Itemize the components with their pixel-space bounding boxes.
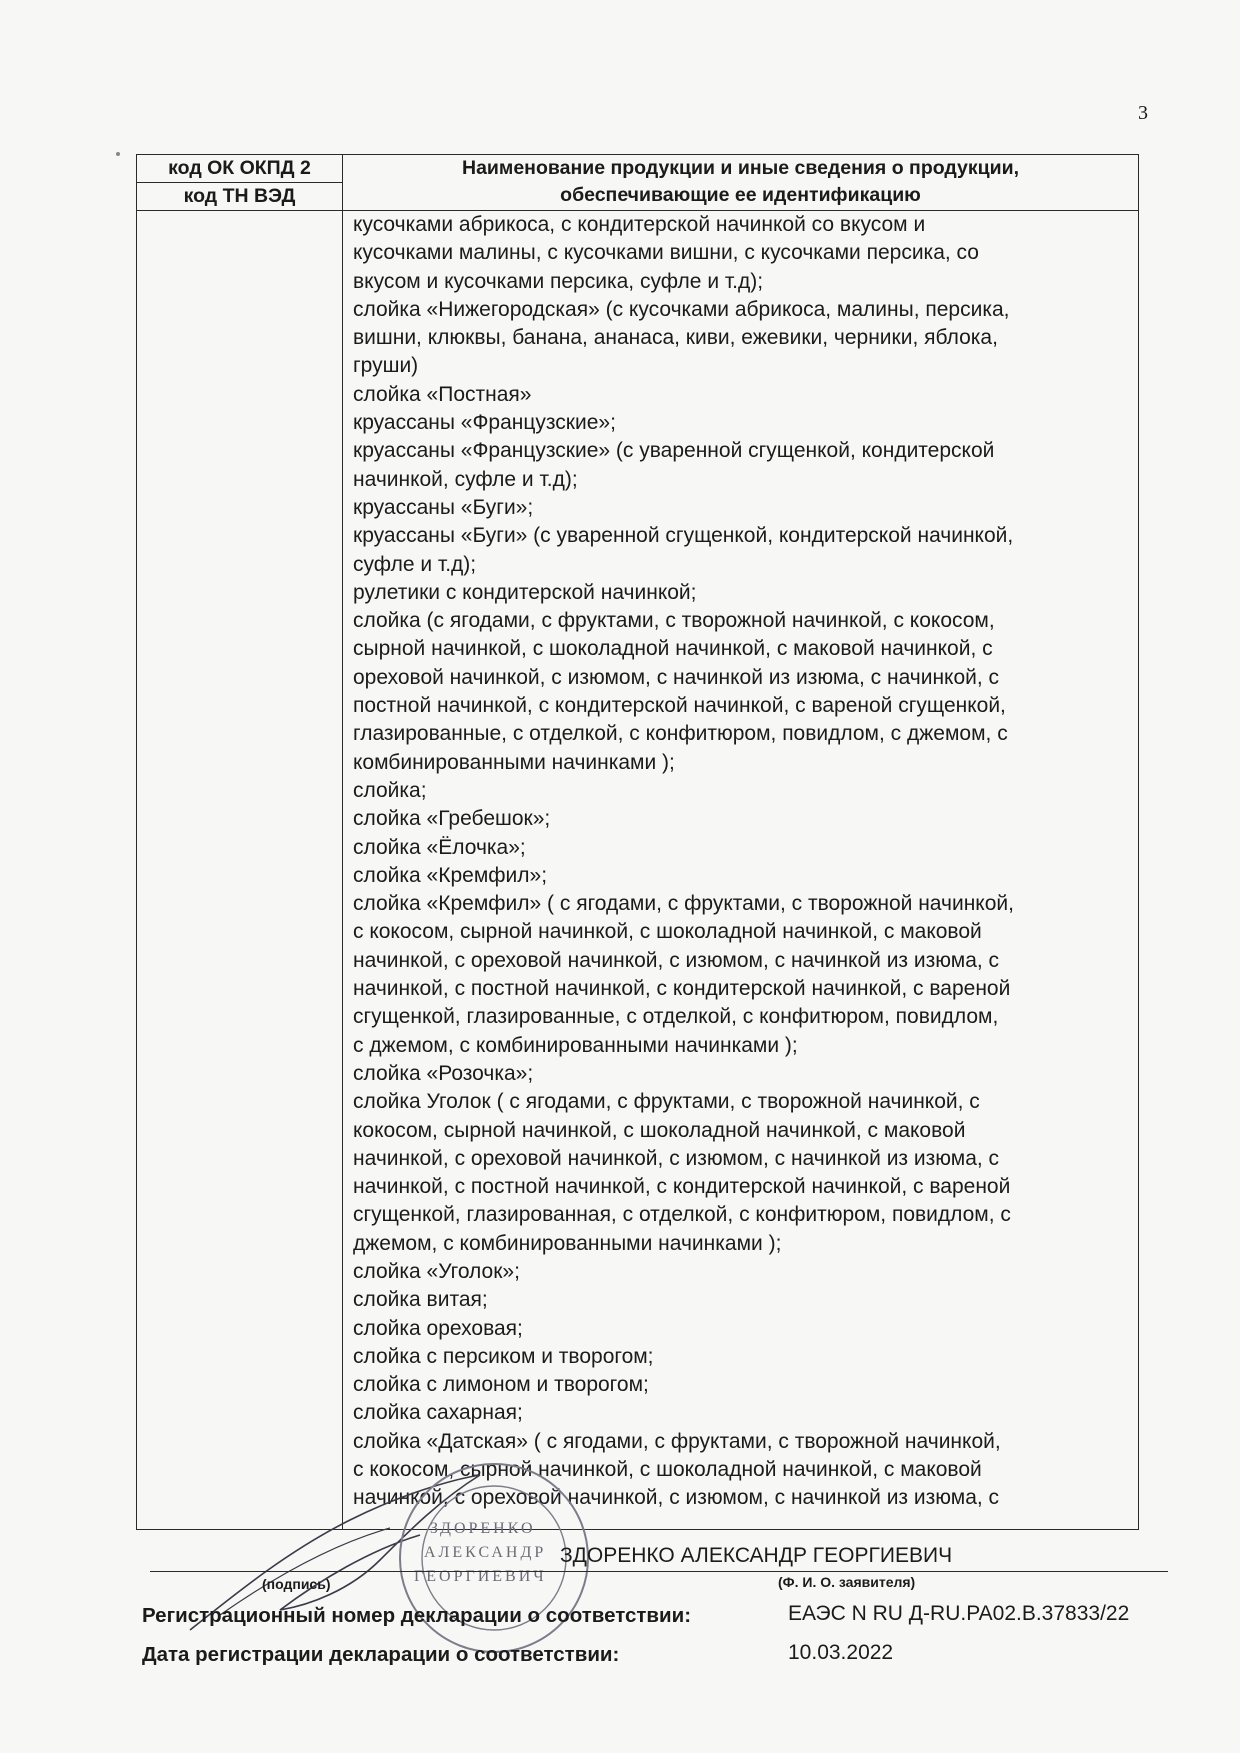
- header-product-name-line2: обеспечивающие ее идентификацию: [560, 184, 921, 206]
- description-line: слойка «Уголок»;: [353, 1259, 520, 1283]
- description-line: слойка «Розочка»;: [353, 1061, 534, 1085]
- description-line: слойка сахарная;: [353, 1401, 523, 1425]
- description-line: круассаны «Буги»;: [353, 495, 534, 519]
- description-line: вкусом и кусочками персика, суфле и т.д);: [353, 269, 764, 293]
- registration-date-label: Дата регистрации декларации о соответствии:: [142, 1643, 620, 1666]
- registration-number-value: ЕАЭС N RU Д-RU.PA02.B.37833/22: [788, 1602, 1130, 1625]
- description-line: кусочками абрикоса, с кондитерской начинкой со вкусом и: [353, 213, 926, 236]
- description-line: вишни, клюквы, банана, ананаса, киви, ежевики, черники, яблока,: [353, 326, 998, 350]
- description-line: суфле и т.д);: [353, 552, 477, 576]
- description-line: круассаны «Французские»;: [353, 411, 616, 435]
- header-tnved-code: код ТН ВЭД: [137, 183, 343, 211]
- description-line: слойка «Ёлочка»;: [353, 835, 526, 859]
- description-line: сырной начинкой, с шоколадной начинкой, с маковой начинкой, с: [353, 637, 993, 661]
- stamp-text-name: АЛЕКСАНДР: [424, 1544, 547, 1561]
- description-line: ореховой начинкой, с изюмом, с начинкой из изюма, с начинкой, с: [353, 665, 1000, 689]
- description-line: слойка ореховая;: [353, 1316, 523, 1340]
- description-line: сгущенкой, глазированная, с отделкой, с конфитюром, повидлом, с: [353, 1203, 1011, 1227]
- product-description: [343, 211, 1138, 1529]
- description-line: слойка «Гребешок»;: [353, 807, 551, 831]
- description-line: слойка «Кремфил»;: [353, 863, 548, 887]
- description-line: слойка витая;: [353, 1288, 488, 1312]
- description-line: слойка Уголок ( с ягодами, с фруктами, с творожной начинкой, с: [353, 1090, 980, 1114]
- description-line: рулетики с кондитерской начинкой;: [353, 580, 697, 604]
- description-line: начинкой, с ореховой начинкой, с изюмом, с начинкой из изюма, с: [353, 948, 1000, 972]
- description-line: кусочками малины, с кусочками вишни, с кусочками персика, со: [353, 241, 979, 265]
- description-line: круассаны «Буги» (с уваренной сгущенкой, кондитерской начинкой,: [353, 524, 1014, 548]
- registration-date-value: 10.03.2022: [788, 1641, 894, 1664]
- description-line: начинкой, суфле и т.д);: [353, 467, 578, 491]
- description-line: слойка;: [353, 778, 427, 802]
- registration-number-label: Регистрационный номер декларации о соответствии:: [142, 1604, 692, 1627]
- fio-label: (Ф. И. О. заявителя): [778, 1574, 916, 1590]
- description-line: начинкой, с постной начинкой, с кондитерской начинкой, с вареной: [353, 1175, 1011, 1199]
- signature-line: [150, 1571, 1168, 1572]
- stamp-text-patronymic: ГЕОРГИЕВИЧ: [414, 1568, 547, 1585]
- description-line: слойка (с ягодами, с фруктами, с творожной начинкой, с кокосом,: [353, 609, 995, 633]
- description-line: постной начинкой, с кондитерской начинкой, с вареной сгущенкой,: [353, 694, 1006, 718]
- description-line: груши): [353, 354, 419, 378]
- description-line: с кокосом, сырной начинкой, с шоколадной начинкой, с маковой: [353, 1458, 982, 1482]
- description-line: джемом, с комбинированными начинками );: [353, 1231, 782, 1255]
- description-line: сгущенкой, глазированные, с отделкой, с конфитюром, повидлом,: [353, 1005, 999, 1029]
- description-line: глазированные, с отделкой, с конфитюром, повидлом, с джемом, с: [353, 722, 1008, 746]
- description-line: начинкой, с ореховой начинкой, с изюмом, с начинкой из изюма, с: [353, 1486, 1000, 1510]
- header-product-name-line1: Наименование продукции и иные сведения о продукции,: [462, 157, 1019, 179]
- stamp-text-surname: ЗДОРЕНКО: [430, 1520, 536, 1537]
- page-number: 3: [1138, 102, 1148, 124]
- scan-dot: [116, 152, 120, 156]
- description-line: начинкой, с постной начинкой, с кондитерской начинкой, с вареной: [353, 977, 1011, 1001]
- description-line: кокосом, сырной начинкой, с шоколадной начинкой, с маковой: [353, 1118, 966, 1142]
- header-okpd-code: код ОК ОКПД 2: [137, 155, 343, 183]
- description-line: слойка «Нижегородская» (с кусочками абрикоса, малины, персика,: [353, 297, 1010, 321]
- product-table: [136, 154, 1139, 1530]
- product-description-cell: [343, 211, 1139, 1530]
- description-line: с джемом, с комбинированными начинками );: [353, 1033, 798, 1057]
- applicant-name: ЗДОРЕНКО АЛЕКСАНДР ГЕОРГИЕВИЧ: [560, 1544, 953, 1567]
- description-line: слойка с персиком и творогом;: [353, 1344, 654, 1368]
- description-line: слойка «Кремфил» ( с ягодами, с фруктами, с творожной начинкой,: [353, 892, 1014, 916]
- description-line: слойка «Постная»: [353, 382, 532, 406]
- header-product-name: [343, 155, 1139, 211]
- description-line: круассаны «Французские» (с уваренной сгущенкой, кондитерской: [353, 439, 995, 463]
- description-line: с кокосом, сырной начинкой, с шоколадной начинкой, с маковой: [353, 920, 982, 944]
- description-line: слойка «Датская» ( с ягодами, с фруктами, с творожной начинкой,: [353, 1429, 1001, 1453]
- description-line: комбинированными начинками );: [353, 750, 675, 774]
- code-cell: [137, 211, 343, 1530]
- description-line: начинкой, с ореховой начинкой, с изюмом, с начинкой из изюма, с: [353, 1146, 1000, 1170]
- description-line: слойка с лимоном и творогом;: [353, 1373, 649, 1397]
- signature-label: (подпись): [262, 1576, 331, 1592]
